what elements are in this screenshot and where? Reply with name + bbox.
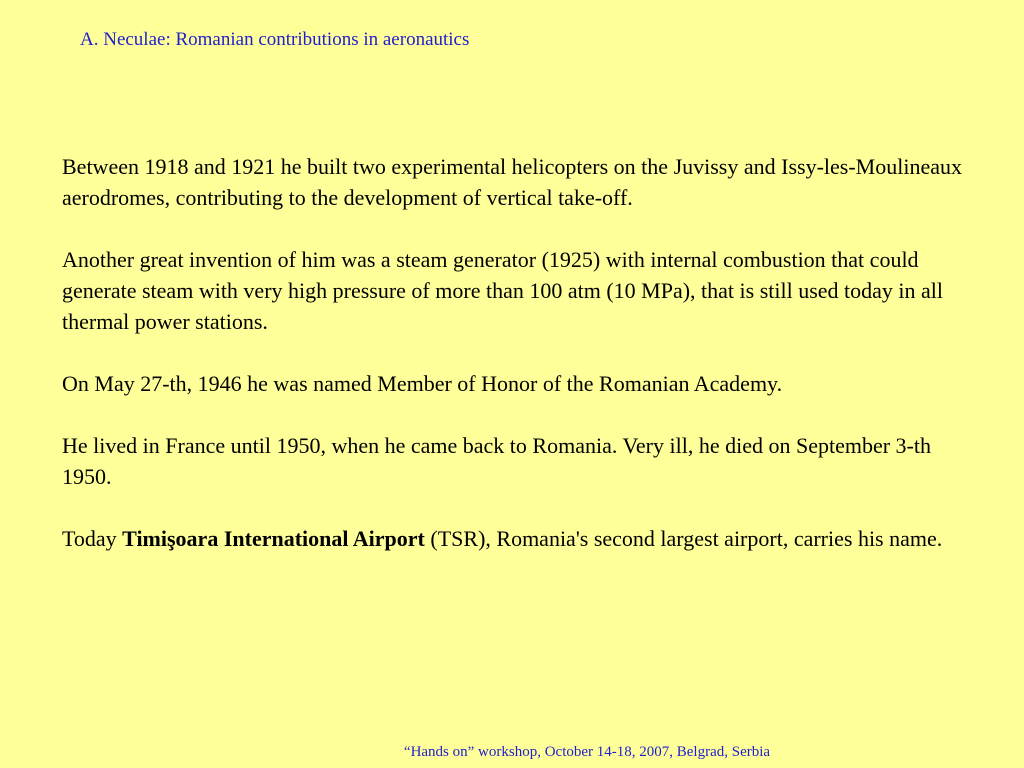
slide-header-title: A. Neculae: Romanian contributions in aeronautics xyxy=(80,29,470,50)
slide-body xyxy=(62,151,962,554)
airport-name: Timişoara International Airport xyxy=(122,526,425,551)
slide-footer: “Hands on” workshop, October 14-18, 2007, Belgrad, Serbia xyxy=(403,744,771,760)
paragraph-airport-suffix: (TSR), Romania's second largest airport, carries his name. xyxy=(424,526,943,551)
paragraph-airport xyxy=(62,523,962,554)
paragraph-airport-prefix: Today xyxy=(62,526,123,551)
paragraph-helicopters: Between 1918 and 1921 he built two experimental helicopters on the Juvissy and Issy-les-Moulineaux aerodromes, contributing to the development of vertical take-off. xyxy=(62,154,962,210)
paragraph-death: He lived in France until 1950, when he came back to Romania. Very ill, he died on September 3-th 1950. xyxy=(62,433,931,489)
paragraph-steam-generator: Another great invention of him was a steam generator (1925) with internal combustion that could generate steam with very high pressure of more than 100 atm (10 MPa), that is still used today in all thermal power stations. xyxy=(62,247,944,334)
paragraph-romanian-academy: On May 27-th, 1946 he was named Member of Honor of the Romanian Academy. xyxy=(62,371,783,396)
